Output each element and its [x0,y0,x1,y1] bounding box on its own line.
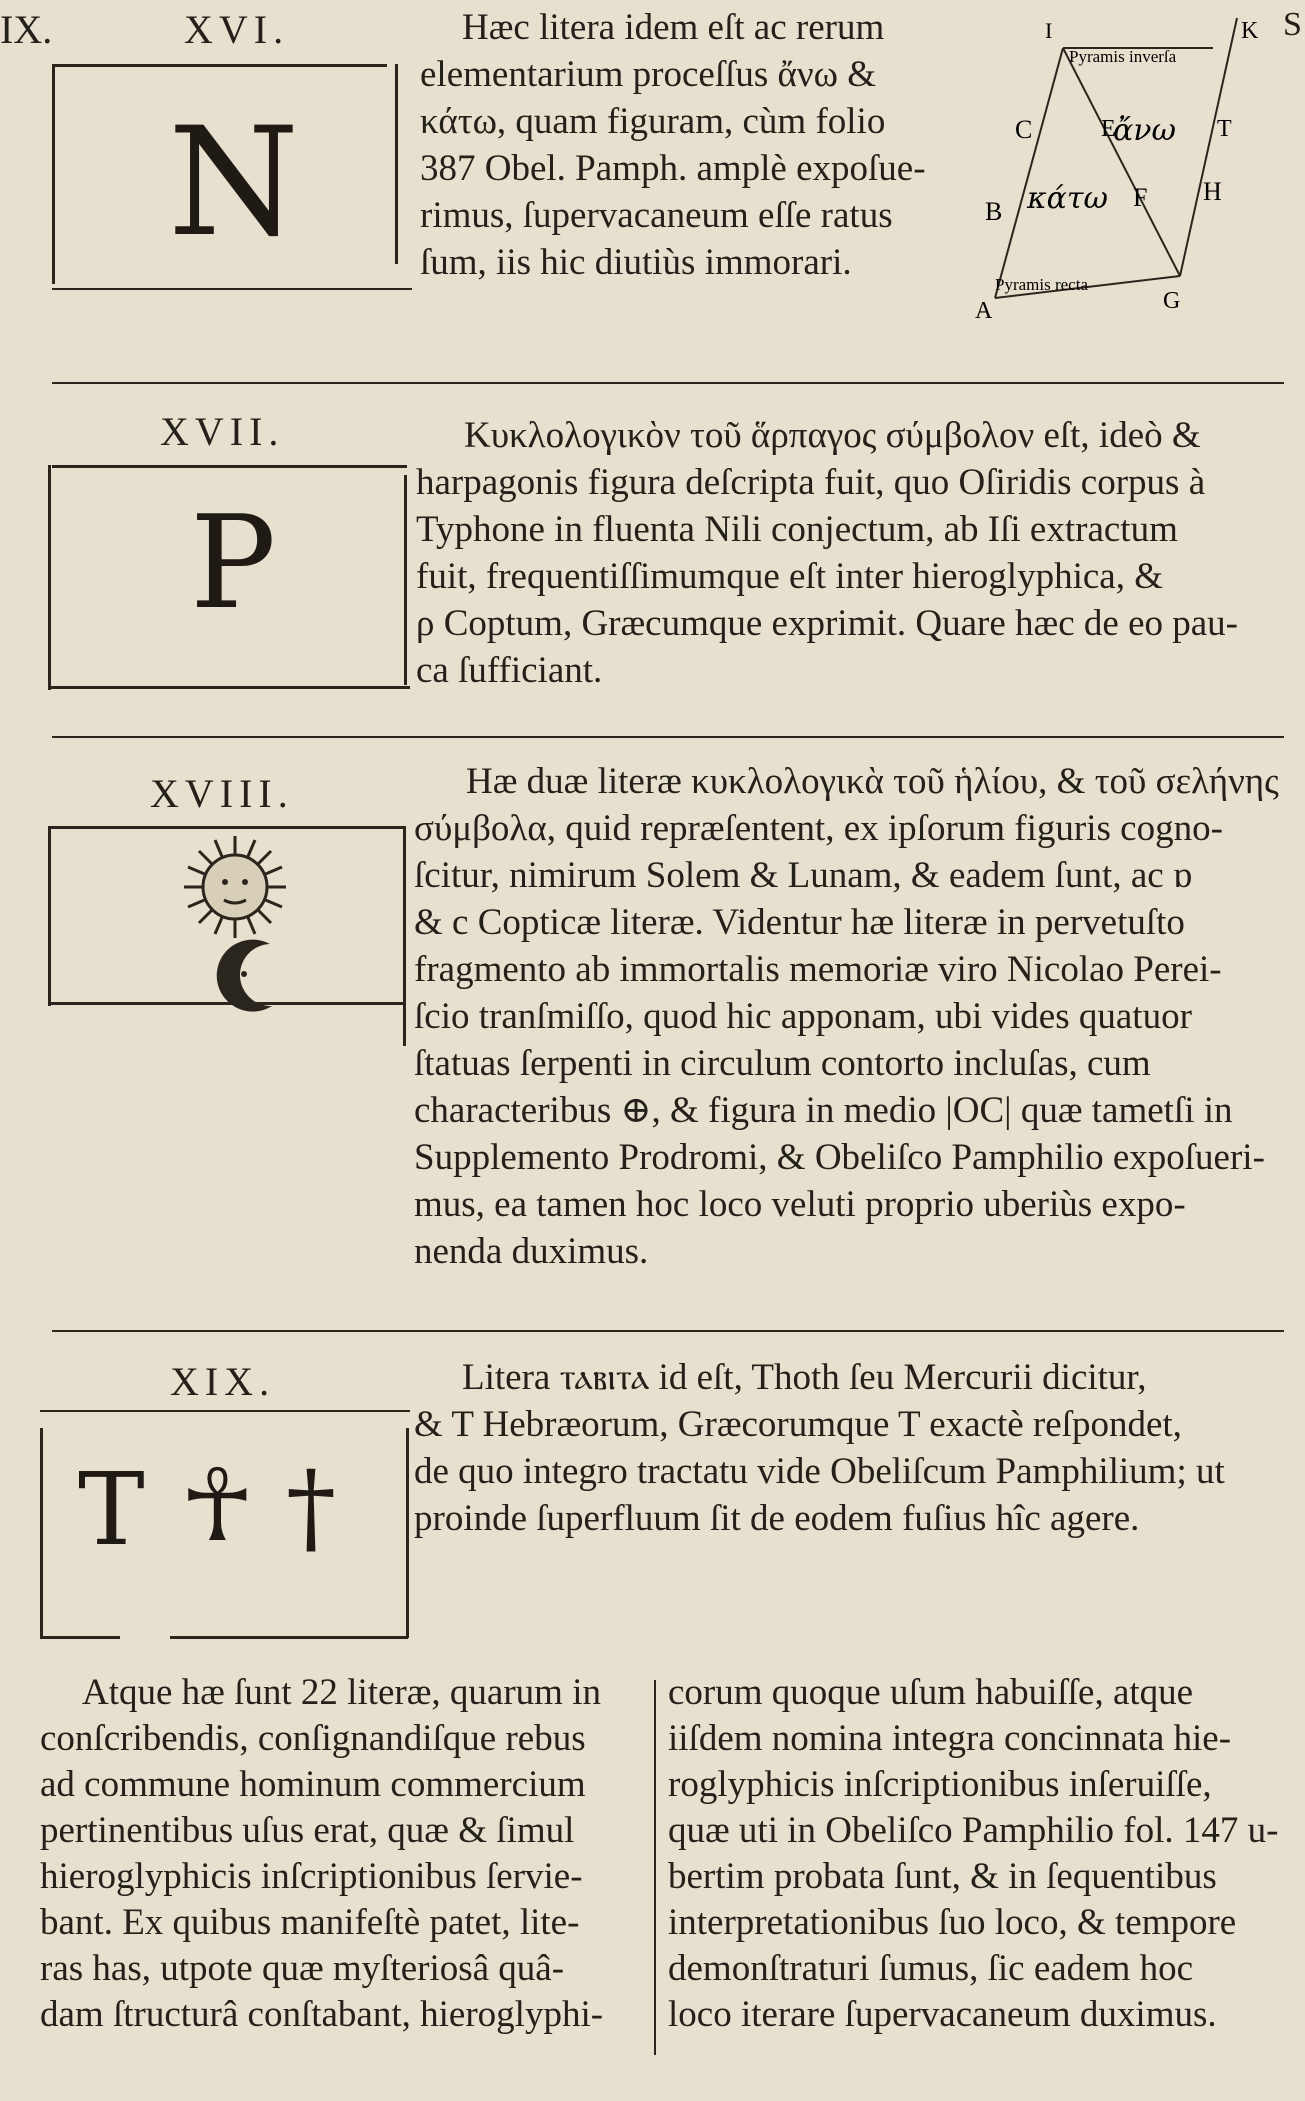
glyph-cross-t: † [286,1449,336,1566]
glyph-n: N [168,96,300,270]
section-divider [52,382,1284,384]
section-divider [52,736,1284,738]
page-number-fragment: IX. [0,7,53,52]
moon-icon [200,930,290,1020]
section-text: Litera ⲧⲁⲃⲓⲧⲁ id eſt, Thoth ſeu Mercurii dicitur, & T Hebræorum, Græcorumque T exactè reſpondet, de quo integro tractatu vide Obeliſcum Pamphilium; ut proinde ſuperfluum ſit de eodem fuſius hîc agere. [414,1357,1225,1539]
diagram-label: F [1133,183,1148,212]
diagram-label: T [1217,116,1232,142]
section-text: Hæ duæ literæ κυκλολογικὰ τοῦ ἡλίου, & τοῦ σελήνης σύμβολα, quid repræſentent, ex ipſorum figuris cogno- ſcitur, nimirum Solem & Lunam, & eadem ſunt, ac ɒ & c Copticæ literæ. Videntur hæ literæ in pervetuſto fragmento ab immortalis memoriæ viro Nicolao Perei- ſcio tranſmiſſo, quod hic apponam, ubi vides quatuor ſtatuas ſerpenti in circulum contorto incluſas, cum characteribus ⊕, & figura in medio |OC| quæ tametſi in Supplemento Prodromi, & Obeliſco Pamphilio expoſueri- mus, ea tamen hoc loco veluti proprio uberiùs expo- nenda duximus. [414,761,1279,1272]
diagram-label: A [975,298,993,324]
glyph-ankh-t: ☥ [180,1447,255,1564]
section-numeral: XVI. [184,7,290,52]
glyph-p: P [190,489,277,638]
diagram-label: H [1203,177,1222,206]
diagram-label: C [1015,115,1033,144]
section-numeral: XIX. [170,1359,276,1404]
section-text: Κυκλολογικὸν τοῦ ἅρπαγος σύμβολον eſt, ideò & harpagonis figura deſcripta fuit, quo Oſiridis corpus à Typhone in fluenta Nili conjectum, ab Iſi extractum fuit, frequentiſſimumque eſt inter hieroglyphica, & ρ Coptum, Græcumque exprimit. Quare hæc de eo pau- ca ſufficiant. [416,415,1238,691]
pyramis-inversa-label: Pyramis inverſa [1069,47,1177,66]
running-head-fragment: S [1283,6,1302,43]
section-numeral: XVII. [160,409,285,454]
pyramis-recta-label: Pyramis recta [995,275,1088,294]
pyramid-diagram [975,8,1295,328]
section-divider [52,1330,1284,1332]
diagram-label: K [1241,18,1259,44]
diagram-label: E [1101,116,1116,142]
closing-left-column: Atque hæ ſunt 22 literæ, quarum in conſcribendis, conſignandiſque rebus ad commune hominum commercium pertinentibus uſus erat, quæ & ſimul hieroglyphicis inſcriptionibus ſervie- bant. Ex quibus manifeſtè patet, lite- ras has, utpote quæ myſteriosâ quâ- dam ſtructurâ conſtabant, hieroglyphi- [40,1672,604,2035]
section-numeral: XVIII. [150,771,294,816]
ano-word: ἄνω [1113,113,1176,148]
diagram-label: G [1163,288,1181,314]
section-text: Hæc litera idem eſt ac rerum elementarium proceſſus ἄνω & κάτω, quam figuram, cùm folio 387 Obel. Pamph. amplè expoſue- rimus, ſupervacaneum eſſe ratus ſum, iis hic diutiùs immorari. [420,7,926,283]
glyph-t: T [78,1451,145,1568]
closing-right-column: corum quoque uſum habuiſſe, atque iiſdem nomina integra concinnata hie- roglyphicis inſcriptionibus inſeruiſſe, quæ uti in Obeliſco Pamphilio fol. 147 u- bertim probata ſunt, & in ſequentibus interpretationibus ſuo loco, & tempore demonſtraturi ſumus, ſic eadem hoc loco iterare ſupervacaneum duximus. [668,1672,1279,2035]
kato-word: κάτω [1027,181,1108,216]
diagram-label: I [1045,18,1053,43]
sun-icon [180,832,290,942]
diagram-label: B [985,197,1003,226]
column-rule [654,1680,656,2055]
